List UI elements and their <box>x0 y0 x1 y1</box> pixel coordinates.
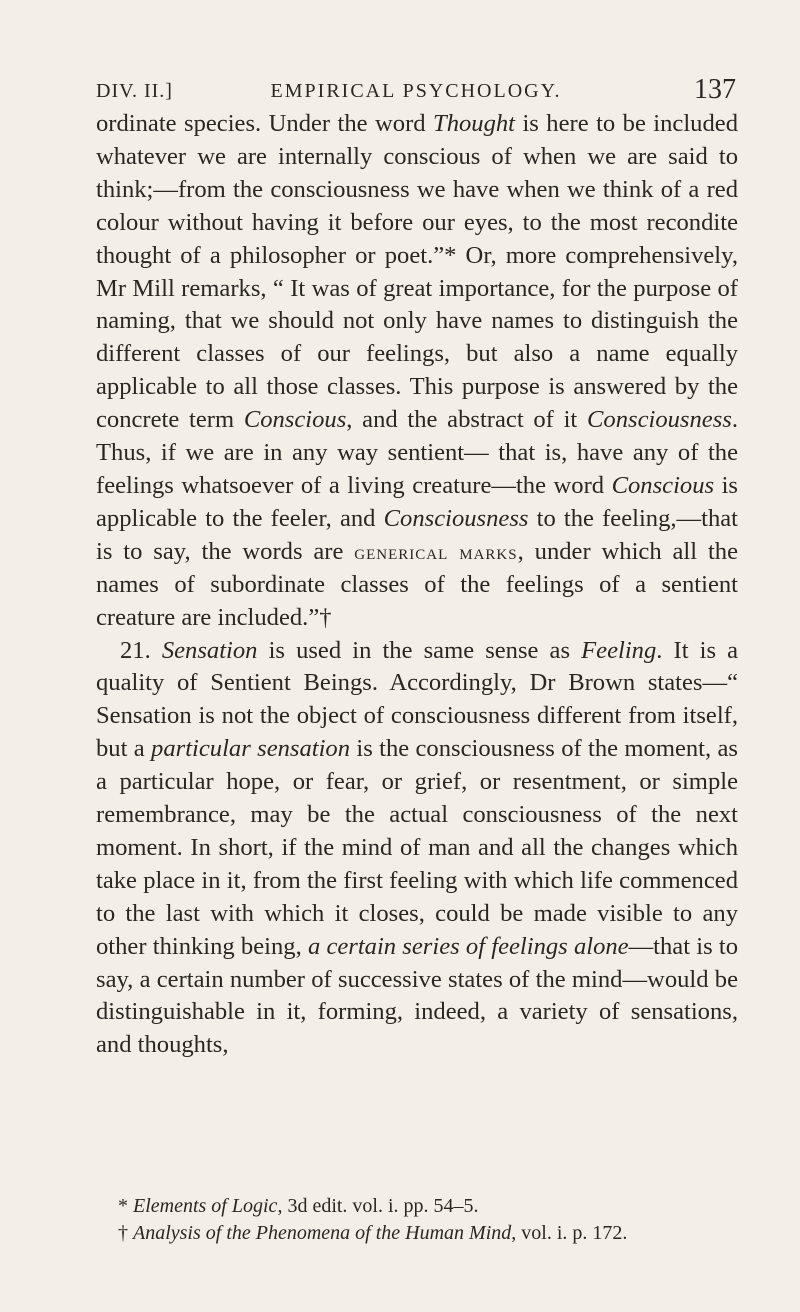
text-run: is the consciousness of the moment, as a particular hope, or fear, or grief, or resentment, or simple remembrance, may be the actual consciousness of the next moment. In short, if the mind of man and all the changes which take place in it, from the first feeling with which life commenced to the last with which it closes, could be made visible to any other thinking being, <box>96 735 738 960</box>
italic-term: Consciousness <box>587 406 732 434</box>
italic-term: Thought <box>433 110 516 137</box>
citation-detail: , 3d edit. vol. i. pp. 54–5. <box>277 1195 479 1217</box>
paragraph-21 <box>96 635 738 1063</box>
italic-term: Conscious <box>243 406 347 434</box>
text-run: —that is to say, a certain number of successive states of the mind—would be distinguishable in it, forming, indeed, a variety of sensations, and thoughts, <box>96 932 738 1059</box>
footnote-mark: † <box>118 1222 133 1244</box>
text-run: , under which all the names of subordinate classes of the feelings of a sentient creature are included.”† <box>96 537 738 631</box>
text-run: to the feeling,—that is to say, the words are <box>96 504 738 565</box>
italic-term: particular sensation <box>151 735 351 763</box>
italic-term: Sensation <box>161 636 258 664</box>
text-run: . It is a quality of Sentient Beings. Accordingly, Dr Brown states—“ Sensation is not the object of consciousness different from itself, but a <box>96 636 739 763</box>
footnote-mark: * <box>118 1195 133 1217</box>
smallcaps-term: generical marks <box>354 539 518 564</box>
text-run: is applicable to the feeler, and <box>96 471 738 532</box>
page-number: 137 <box>694 74 736 105</box>
division-label: DIV. II.] <box>96 80 173 102</box>
italic-term: Feeling <box>581 636 657 664</box>
italic-term: Consciousness <box>383 504 529 532</box>
footnote-2 <box>118 1220 738 1247</box>
text-run: is used in the same sense as <box>257 636 582 664</box>
running-title: EMPIRICAL PSYCHOLOGY. <box>270 80 562 102</box>
text-run: , and the abstract of it <box>346 406 587 434</box>
text-run: is here to be included whatever we are internally conscious of when we are said to think;—from the consciousness we have when we think of a red colour without having it before our eyes, to the most recondite thought of a philosopher or poet.”* Or, more comprehensively, Mr Mill remarks, “ It was of great importance, for the purpose of naming, that we should not only have names to distinguish the different classes of our feelings, but also a name equally applicable to all those classes. This purpose is answered by the concrete term <box>96 110 738 434</box>
footnote-1 <box>118 1193 738 1220</box>
footnotes <box>118 1193 738 1247</box>
cited-title: Analysis of the Phenomena of the Human Mind <box>133 1222 512 1244</box>
italic-term: Conscious <box>611 471 715 499</box>
text-run: ordinate species. Under the word <box>96 110 434 137</box>
section-number: 21. <box>120 636 162 664</box>
text-run: . Thus, if we are in any way sentient— that is, have any of the feelings whatsoever of a living creature—the word <box>96 406 738 499</box>
cited-title: Elements of Logic <box>133 1195 278 1217</box>
page-body <box>96 108 738 1062</box>
citation-detail: , vol. i. p. 172. <box>511 1222 628 1244</box>
italic-term: a certain series of feelings alone <box>307 932 629 960</box>
paragraph <box>96 108 738 635</box>
